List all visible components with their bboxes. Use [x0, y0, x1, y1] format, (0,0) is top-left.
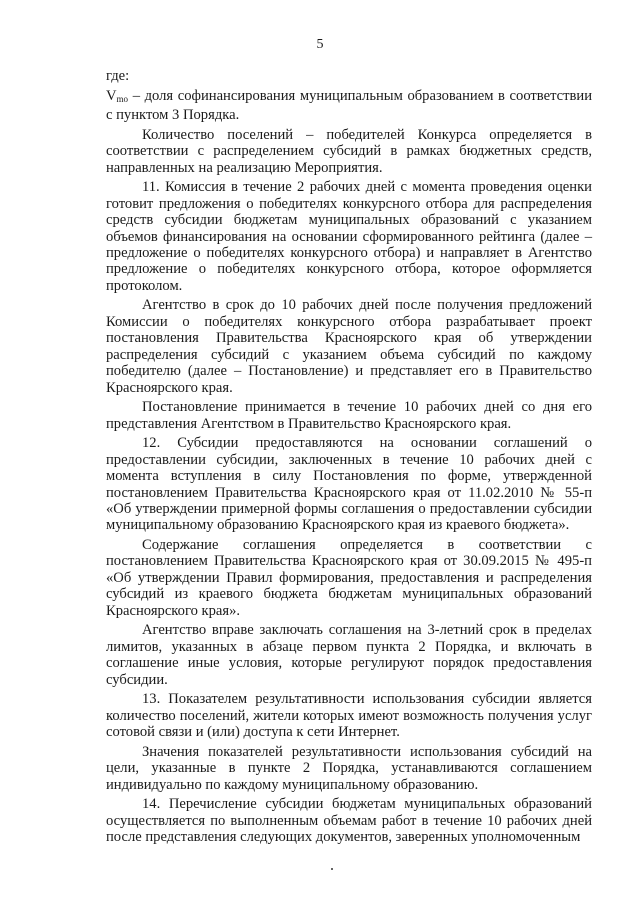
paragraph-item-14: 14. Перечисление субсидии бюджетам муниципальных образований осуществляется по выполненным объемам работ в течение 10 рабочих дней после представления следующих документов, заверенных уполномоченным	[106, 796, 592, 846]
formula-symbol: $V_{mo}$	[106, 87, 129, 104]
paragraph-where: где:	[106, 68, 130, 84]
paragraph-agreement-content: Содержание соглашения определяется в соответствии с постановлением Правительства Красноярского края от 30.09.2015 № 495-п «Об утверждении Правил формирования, предоставления и распределения субсидий из краевого бюджета бюджетам муниципальных образований Красноярского края».	[106, 537, 592, 619]
paragraph-item-12: 12. Субсидии предоставляются на основании соглашений о предоставлении субсидии, заключенных в течение 10 рабочих дней с момента вступления в силу Постановления по форме, утвержденной постановлением Правительства Красноярского края от 11.02.2010 № 55-п «Об утверждении примерной формы соглашения о предоставлении субсидии муниципальному образованию Красноярского края из краевого бюджета».	[106, 435, 592, 534]
paragraph-item-11: 11. Комиссия в течение 2 рабочих дней с момента проведения оценки готовит предложения о победителях конкурсного отбора для распределения средств субсидии бюджетам муниципальных образований с указанием объемов финансирования на основании сформированного рейтинга (далее – предложение о победителях конкурсного отбора) и направляет в Агентство предложение о победителях конкурсного отбора, которое оформляется протоколом.	[106, 179, 592, 294]
paragraph-agency-deadline: Агентство в срок до 10 рабочих дней после получения предложений Комиссии о победителях конкурсного отбора разрабатывает проект постановления Правительства Красноярского края об утверждении распределения субсидий с указанием объема субсидий по каждому победителю (далее – Постановление) и представляет его в Правительство Красноярского края.	[106, 297, 592, 396]
paragraph-agency-right: Агентство вправе заключать соглашения на 3-летний срок в пределах лимитов, указанных в абзаце первом пункта 2 Порядка, и включать в соглашение иные условия, которые регулируют порядок предоставления субсидии.	[106, 622, 592, 688]
document-body	[106, 68, 592, 849]
paragraph-item-13: 13. Показателем результативности использования субсидии является количество поселений, жители которых имеют возможность получения услуг сотовой связи и (или) доступа к сети Интернет.	[106, 691, 592, 741]
paragraph-resolution-adoption: Постановление принимается в течение 10 рабочих дней со дня его представления Агентством в Правительство Красноярского края.	[106, 399, 592, 432]
page-number: 5	[316, 37, 324, 52]
scan-dot	[331, 868, 333, 870]
paragraph-vmo-definition: $V_{mo}$ – доля софинансирования муниципальным образованием в соответствии с пунктом 3 Порядка.	[106, 87, 593, 124]
paragraph-settlements-count: Количество поселений – победителей Конкурса определяется в соответствии с распределением субсидий в рамках бюджетных средств, направленных на реализацию Мероприятия.	[106, 126, 592, 176]
paragraph-indicator-values: Значения показателей результативности использования субсидий на цели, указанные в пункте 2 Порядка, устанавливаются соглашением индивидуально по каждому муниципальному образованию.	[106, 743, 592, 793]
